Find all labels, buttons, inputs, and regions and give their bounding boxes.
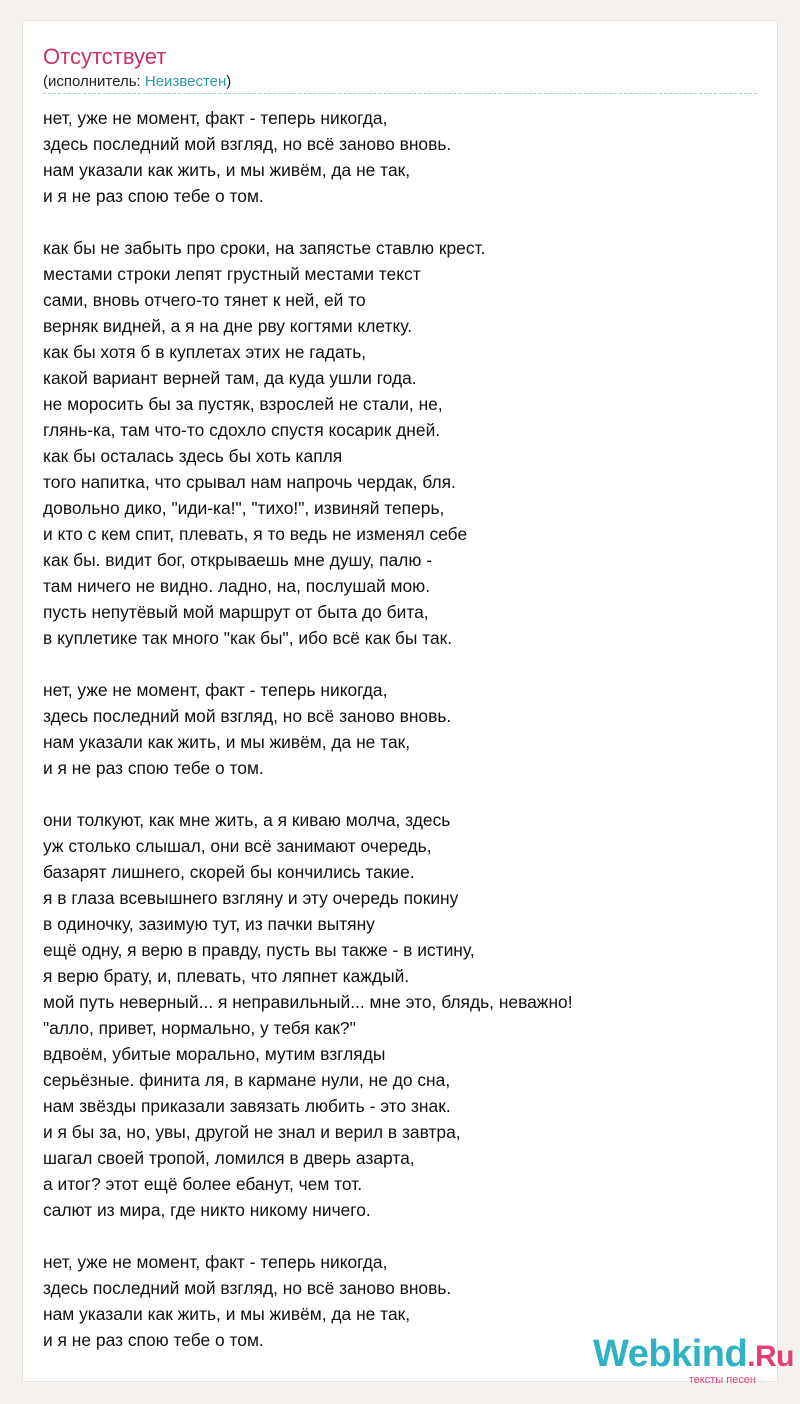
artist-link[interactable]: Неизвестен: [144, 73, 227, 90]
lyric-line: нет, уже не момент, факт - теперь никогда,: [43, 1252, 388, 1272]
lyric-line: сами, вновь отчего-то тянет к ней, ей то: [43, 290, 366, 310]
stanza: [43, 807, 757, 1223]
lyric-line: как бы не забыть про сроки, на запястье ставлю крест.: [43, 238, 486, 258]
lyric-line: "алло, привет, нормально, у тебя как?": [43, 1018, 356, 1038]
lyrics-text: [43, 105, 757, 1379]
lyric-line: глянь-ка, там что-то сдохло спустя косарик дней.: [43, 420, 441, 440]
lyric-line: а итог? этот ещё более ебанут, чем тот.: [43, 1174, 363, 1194]
lyric-line: в одиночку, зазимую тут, из пачки вытяну: [43, 914, 375, 934]
lyric-line: мой путь неверный... я неправильный... мне это, блядь, неважно!: [43, 992, 573, 1012]
artist-prefix: (исполнитель:: [43, 73, 145, 90]
artist-suffix: ): [226, 73, 232, 90]
song-title: Отсутствует: [43, 44, 167, 69]
lyric-line: и я не раз спою тебе о том.: [43, 758, 264, 778]
lyric-line: я верю брату, и, плевать, что ляпнет каждый.: [43, 966, 410, 986]
lyric-line: базарят лишнего, скорей бы кончились такие.: [43, 862, 415, 882]
artist-line: [43, 72, 231, 92]
lyric-line: уж столько слышал, они всё занимают очередь,: [43, 836, 432, 856]
lyric-line: в куплетике так много "как бы", ибо всё как бы так.: [43, 628, 453, 648]
lyric-line: того напитка, что срывал нам напрочь чердак, бля.: [43, 472, 456, 492]
lyric-line: как бы осталась здесь бы хоть капля: [43, 446, 343, 466]
divider: [43, 93, 757, 94]
lyric-line: пусть непутёвый мой маршрут от быта до бита,: [43, 602, 429, 622]
lyric-line: нам указали как жить, и мы живём, да не так,: [43, 1304, 411, 1324]
logo-tagline: тексты песен: [688, 1374, 756, 1386]
site-logo[interactable]: [574, 1335, 794, 1386]
lyric-line: здесь последний мой взгляд, но всё заново вновь.: [43, 134, 452, 154]
lyric-line: они толкуют, как мне жить, а я киваю молча, здесь: [43, 810, 451, 830]
lyric-line: здесь последний мой взгляд, но всё заново вновь.: [43, 706, 452, 726]
lyric-line: и кто с кем спит, плевать, я то ведь не изменял себе: [43, 524, 468, 544]
stanza: [43, 677, 757, 781]
lyric-line: верняк видней, а я на дне рву когтями клетку.: [43, 316, 413, 336]
lyric-line: я в глаза всевышнего взгляну и эту очередь покину: [43, 888, 459, 908]
lyric-line: ещё одну, я верю в правду, пусть вы также - в истину,: [43, 940, 475, 960]
lyric-line: серьёзные. финита ля, в кармане нули, не до сна,: [43, 1070, 451, 1090]
lyric-line: салют из мира, где никто никому ничего.: [43, 1200, 371, 1220]
lyric-line: нам звёзды приказали завязать любить - это знак.: [43, 1096, 451, 1116]
lyric-line: вдвоём, убитые морально, мутим взгляды: [43, 1044, 386, 1064]
lyric-line: местами строки лепят грустный местами текст: [43, 264, 421, 284]
lyrics-card: [22, 20, 778, 1382]
lyric-line: шагал своей тропой, ломился в дверь азарта,: [43, 1148, 415, 1168]
lyric-line: довольно дико, "иди-ка!", "тихо!", извиняй теперь,: [43, 498, 445, 518]
stanza: [43, 105, 757, 209]
stanza: [43, 235, 757, 651]
lyric-line: и я не раз спою тебе о том.: [43, 1330, 264, 1350]
lyric-line: там ничего не видно. ладно, на, послушай мою.: [43, 576, 431, 596]
lyric-line: как бы. видит бог, открываешь мне душу, палю -: [43, 550, 432, 570]
lyric-line: и я не раз спою тебе о том.: [43, 186, 264, 206]
lyric-line: нам указали как жить, и мы живём, да не так,: [43, 160, 411, 180]
lyric-line: как бы хотя б в куплетах этих не гадать,: [43, 342, 367, 362]
lyric-line: здесь последний мой взгляд, но всё заново вновь.: [43, 1278, 452, 1298]
lyric-line: нам указали как жить, и мы живём, да не так,: [43, 732, 411, 752]
lyric-line: какой вариант верней там, да куда ушли года.: [43, 368, 417, 388]
lyric-line: не моросить бы за пустяк, взрослей не стали, не,: [43, 394, 443, 414]
logo-main-text: Webkind: [593, 1333, 748, 1375]
logo-tld: .Ru: [747, 1340, 794, 1373]
lyric-line: и я бы за, но, увы, другой не знал и верил в завтра,: [43, 1122, 461, 1142]
lyric-line: нет, уже не момент, факт - теперь никогда,: [43, 108, 388, 128]
lyric-line: нет, уже не момент, факт - теперь никогда,: [43, 680, 388, 700]
